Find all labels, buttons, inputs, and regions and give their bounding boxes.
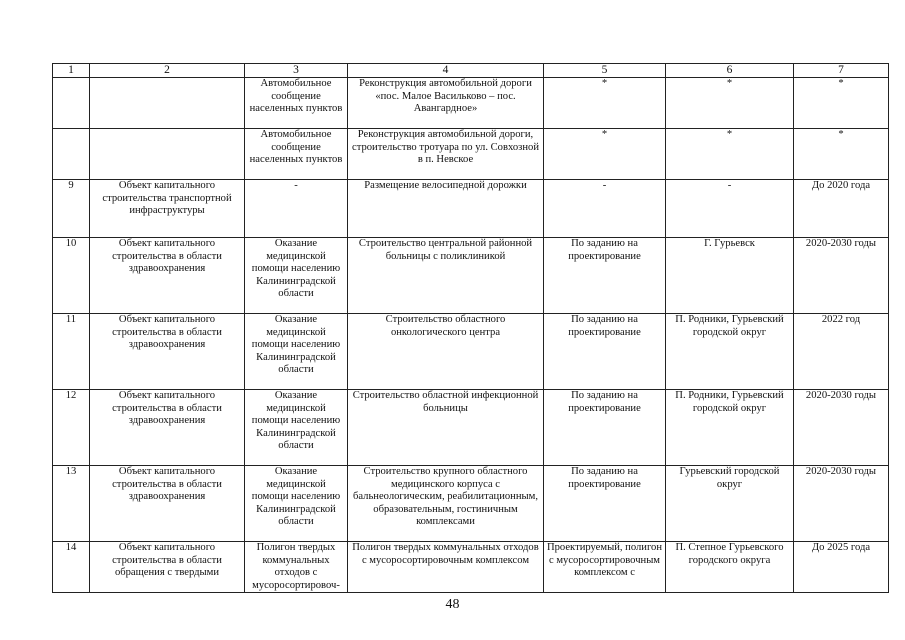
page-number: 48 xyxy=(445,597,460,612)
characteristics-cell: По заданию на проектирование xyxy=(544,390,666,466)
term-cell: 2020-2030 годы xyxy=(794,466,889,542)
object-type-cell xyxy=(90,78,245,129)
purpose-cell: Полигон твердых коммунальных отходов с мусоросортировоч- xyxy=(245,542,348,593)
header-cell: 5 xyxy=(544,64,666,78)
header-cell: 2 xyxy=(90,64,245,78)
object-name-cell: Строительство областного онкологического центра xyxy=(348,314,544,390)
row-number-cell: 13 xyxy=(53,466,90,542)
characteristics-cell: Проектируемый, полигон с мусоросортировочным комплексом с xyxy=(544,542,666,593)
characteristics-cell: По заданию на проектирование xyxy=(544,314,666,390)
object-type-cell xyxy=(90,129,245,180)
location-cell: * xyxy=(666,129,794,180)
location-cell: Гурьевский городской округ xyxy=(666,466,794,542)
purpose-cell: Автомобильное сообщение населенных пунктов xyxy=(245,129,348,180)
object-name-cell: Реконструкция автомобильной дороги «пос. Малое Васильково – пос. Авангардное» xyxy=(348,78,544,129)
row-number-cell: 14 xyxy=(53,542,90,593)
table-row xyxy=(53,390,889,466)
object-type-cell: Объект капитального строительства в области здравоохранения xyxy=(90,390,245,466)
table-row xyxy=(53,180,889,238)
object-name-cell: Полигон твердых коммунальных отходов с мусоросортировочным комплексом xyxy=(348,542,544,593)
term-cell: До 2020 года xyxy=(794,180,889,238)
term-cell: 2020-2030 годы xyxy=(794,238,889,314)
purpose-cell: Автомобильное сообщение населенных пунктов xyxy=(245,78,348,129)
table-row xyxy=(53,466,889,542)
object-name-cell: Строительство областной инфекционной больницы xyxy=(348,390,544,466)
table-row xyxy=(53,78,889,129)
header-cell: 6 xyxy=(666,64,794,78)
location-cell: П. Родники, Гурьевский городской округ xyxy=(666,314,794,390)
table-row xyxy=(53,238,889,314)
header-cell: 1 xyxy=(53,64,90,78)
table-row xyxy=(53,129,889,180)
purpose-cell: - xyxy=(245,180,348,238)
characteristics-cell: По заданию на проектирование xyxy=(544,238,666,314)
row-number-cell xyxy=(53,78,90,129)
table-row xyxy=(53,314,889,390)
term-cell: 2020-2030 годы xyxy=(794,390,889,466)
row-number-cell: 10 xyxy=(53,238,90,314)
term-cell: * xyxy=(794,129,889,180)
header-cell: 3 xyxy=(245,64,348,78)
row-number-cell: 12 xyxy=(53,390,90,466)
purpose-cell: Оказание медицинской помощи населению Калининградской области xyxy=(245,238,348,314)
row-number-cell: 11 xyxy=(53,314,90,390)
object-type-cell: Объект капитального строительства в области здравоохранения xyxy=(90,314,245,390)
row-number-cell: 9 xyxy=(53,180,90,238)
object-type-cell: Объект капитального строительства в области здравоохранения xyxy=(90,238,245,314)
location-cell: - xyxy=(666,180,794,238)
header-cell: 4 xyxy=(348,64,544,78)
purpose-cell: Оказание медицинской помощи населению Калининградской области xyxy=(245,314,348,390)
header-cell: 7 xyxy=(794,64,889,78)
characteristics-cell: * xyxy=(544,78,666,129)
term-cell: 2022 год xyxy=(794,314,889,390)
purpose-cell: Оказание медицинской помощи населению Калининградской области xyxy=(245,466,348,542)
object-type-cell: Объект капитального строительства в области здравоохранения xyxy=(90,466,245,542)
document-table xyxy=(52,63,889,593)
location-cell: П. Родники, Гурьевский городской округ xyxy=(666,390,794,466)
object-type-cell: Объект капитального строительства в области обращения с твердыми xyxy=(90,542,245,593)
location-cell: Г. Гурьевск xyxy=(666,238,794,314)
location-cell: П. Степное Гурьевского городского округа xyxy=(666,542,794,593)
purpose-cell: Оказание медицинской помощи населению Калининградской области xyxy=(245,390,348,466)
object-name-cell: Размещение велосипедной дорожки xyxy=(348,180,544,238)
term-cell: * xyxy=(794,78,889,129)
object-name-cell: Реконструкция автомобильной дороги, строительство тротуара по ул. Совхозной в п. Невское xyxy=(348,129,544,180)
row-number-cell xyxy=(53,129,90,180)
object-type-cell: Объект капитального строительства транспортной инфраструктуры xyxy=(90,180,245,238)
table-header-row xyxy=(53,64,889,78)
object-name-cell: Строительство крупного областного медицинского корпуса с бальнеологическим, реабилитационным, образовательным, гостиничным комплексами xyxy=(348,466,544,542)
characteristics-cell: По заданию на проектирование xyxy=(544,466,666,542)
characteristics-cell: - xyxy=(544,180,666,238)
object-name-cell: Строительство центральной районной больницы с поликлиникой xyxy=(348,238,544,314)
location-cell: * xyxy=(666,78,794,129)
table-row xyxy=(53,542,889,593)
term-cell: До 2025 года xyxy=(794,542,889,593)
characteristics-cell: * xyxy=(544,129,666,180)
